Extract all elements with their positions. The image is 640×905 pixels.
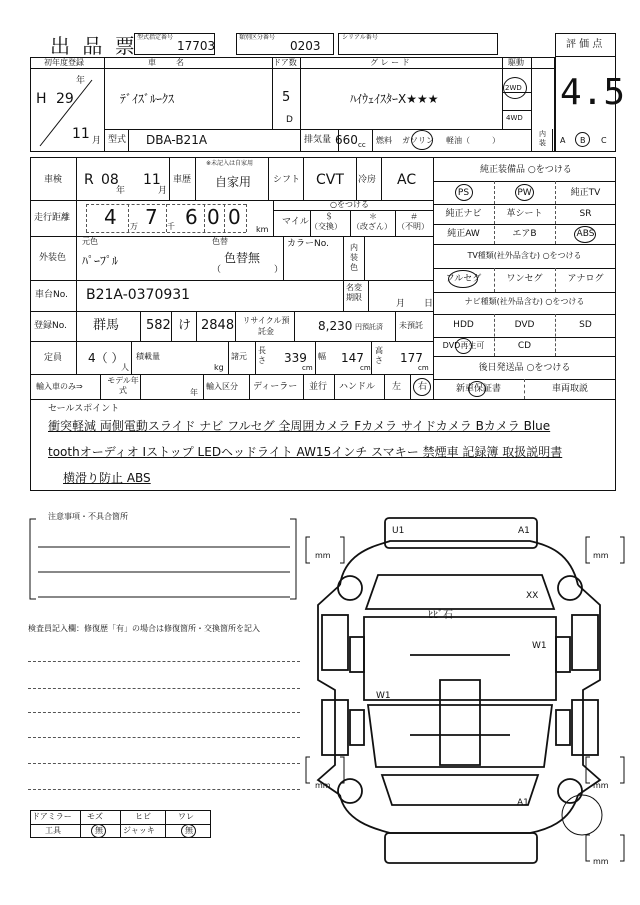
tv-type-title: TV種類(社外品含む) ○をつける: [467, 251, 582, 260]
equip-ps: PS: [457, 188, 470, 198]
after-warranty: 新車保証書: [455, 384, 501, 394]
shift-value: CVT: [316, 172, 344, 188]
sales-point-line1: 衝突軽減 両側電動スライド ナビ フルセグ 全周囲カメラ Fカメラ サイドカメラ Bカメラ Blue: [48, 419, 551, 433]
damage-a1-front: A1: [518, 526, 530, 536]
serial-label: シリアル番号: [342, 34, 378, 41]
damage-chip: ﾋﾋﾞ石: [428, 610, 453, 621]
car-name-label: 車 名: [148, 58, 190, 67]
capacity-value: 4（ ）: [88, 351, 124, 365]
first-reg-era: H: [36, 91, 47, 107]
length-value: 339: [284, 351, 307, 365]
mileage-1: 0: [228, 205, 241, 229]
doors-label: ドア数: [273, 58, 297, 67]
inspection-year: 08: [101, 172, 119, 188]
mm-label-br: mm: [593, 781, 609, 790]
equip-pw: PW: [517, 188, 532, 198]
sheet-title: 出 品 票: [50, 34, 138, 58]
damage-xx: XX: [526, 591, 539, 601]
drive-4wd: 4WD: [506, 114, 523, 122]
sales-point-label: セールスポイント: [48, 404, 120, 414]
after-ship-title: 後日発送品 ○をつける: [478, 363, 571, 373]
equip-leather: 革シート: [506, 209, 543, 219]
handle-left: 左: [392, 382, 402, 392]
navi-cd: CD: [517, 341, 532, 351]
chassis-value: B21A-0370931: [86, 287, 191, 303]
reg-kana: け: [178, 318, 192, 333]
equip-sr: SR: [579, 209, 592, 219]
car-name: ﾃﾞｲｽﾞﾙｰｸｽ: [120, 92, 175, 106]
sales-point-line2: toothオーディオ Iストップ LEDヘッドライト AW15インチ スマキー 禁煙車 記録簿 取扱説明書: [48, 445, 563, 459]
load-label: 積載量: [136, 352, 160, 361]
class-value: 0203: [290, 39, 321, 53]
name-change-label: 名変期限: [346, 283, 362, 302]
mirror-value: モズ: [87, 812, 103, 821]
disp-label: 排気量: [304, 135, 332, 145]
interior-b: B: [580, 136, 586, 145]
color-change: 色替無: [224, 251, 261, 265]
navi-hdd: HDD: [453, 320, 474, 330]
model-label: 型式: [108, 135, 127, 145]
jack-label: ジャッキ: [123, 826, 155, 835]
mileage-1000: 7: [145, 205, 158, 229]
damage-w1-left: W1: [376, 691, 391, 701]
tv-oneseg: ワンセグ: [506, 274, 543, 284]
equip-abs: ABS: [576, 229, 595, 239]
first-reg-year: 29: [56, 91, 74, 107]
interior-a: A: [560, 136, 566, 145]
handle-right: 右: [418, 382, 428, 392]
original-color: ﾊﾟｰﾌﾟﾙ: [82, 254, 119, 268]
drive-2wd: 2WD: [505, 84, 522, 92]
mileage-label: 走行距離: [34, 213, 71, 223]
mirror-label: ドアミラー: [32, 812, 72, 821]
recycle-value: 8,230: [318, 319, 353, 333]
mile-label: マイル: [282, 217, 309, 227]
grade-value: ﾊｲｳｪｲｽﾀｰX★★★: [350, 92, 439, 106]
damage-a1-rear: A1: [517, 798, 529, 808]
equip-airbag: エアB: [512, 229, 537, 239]
reg-class: 582: [146, 318, 171, 333]
ac-value: AC: [397, 172, 417, 188]
height-value: 177: [400, 351, 423, 365]
mileage-10000: 4: [104, 205, 117, 229]
first-reg-month: 11: [72, 126, 90, 142]
mm-label-bl: mm: [315, 781, 331, 790]
first-reg-label: 初年度登録: [44, 58, 84, 67]
dealer-option: ディーラー: [253, 382, 298, 392]
jack-value: 無: [185, 826, 193, 835]
diesel-label: 軽油（: [446, 136, 470, 145]
width-value: 147: [341, 351, 364, 365]
navi-type-title: ナビ種類(社外品含む) ○をつける: [464, 297, 585, 306]
navi-sd: SD: [579, 320, 592, 330]
score-label: 評 価 点: [566, 39, 603, 50]
inspector-label: 検査員記入欄：修復歴「有」の場合は修復箇所・交換箇所を記入: [28, 624, 260, 633]
model-value: DBA-B21A: [146, 133, 208, 147]
damage-u1: U1: [392, 526, 405, 536]
import-div-label: 輸入区分: [206, 382, 238, 391]
doors-value: 5: [282, 90, 291, 105]
shift-label: シフト: [273, 175, 301, 185]
reg-number: 2848: [201, 318, 235, 333]
ac-label: 冷房: [358, 175, 377, 185]
interior-c: C: [601, 136, 607, 145]
class-label: 類別区分番号: [239, 34, 276, 41]
after-manual: 車両取説: [551, 384, 588, 394]
history-value: 自家用: [215, 175, 252, 189]
inspection-label: 車検: [44, 175, 63, 185]
reg-label: 登録No.: [34, 321, 67, 331]
history-label: 車歴: [173, 175, 192, 185]
std-equipment-title: 純正装備品 ○をつける: [480, 165, 572, 175]
caution-box: [28, 512, 298, 605]
recycle-label: リサイクル預託金: [242, 316, 290, 336]
reg-area: 群馬: [93, 318, 120, 333]
navi-dvd: DVD: [514, 320, 535, 330]
capacity-label: 定員: [44, 353, 63, 363]
interior-label: 内装: [539, 130, 546, 147]
disp-value: 660: [335, 133, 358, 147]
mm-label-tr: mm: [593, 551, 609, 560]
mm-label-tl: mm: [315, 551, 331, 560]
tools-label: 工具: [45, 826, 61, 835]
inspection-month: 11: [143, 172, 161, 188]
type-cert-label: 型式指定番号: [137, 34, 174, 41]
drive-label: 駆動: [508, 58, 524, 67]
navi-dvd-play: DVD再生可: [442, 341, 485, 350]
interior-color-label: 内装色: [350, 243, 358, 272]
equip-navi: 純正ナビ: [445, 209, 482, 219]
grade-label: グ レ ー ド: [370, 58, 410, 67]
caution-label: 注意事項・不具合箇所: [48, 512, 128, 521]
car-damage-diagram: [300, 505, 640, 905]
parallel-option: 並行: [309, 382, 328, 392]
tv-fullseg: フルセグ: [445, 274, 482, 284]
tools-value: 無: [95, 826, 103, 835]
fuel-label: 燃料: [376, 136, 392, 145]
damage-w1-right: W1: [532, 641, 547, 651]
mm-label-tire: mm: [593, 857, 609, 866]
import-label: 輸入車のみ⇒: [36, 382, 83, 391]
color-no-label: カラーNo.: [287, 239, 329, 249]
type-cert-value: 17703: [177, 39, 216, 53]
mileage-100: 6: [185, 205, 198, 229]
sales-point-line3: 横滑り防止 ABS: [63, 471, 151, 485]
color-label: 外装色: [39, 253, 67, 263]
handle-label: ハンドル: [339, 382, 376, 392]
equip-tv: 純正TV: [570, 188, 601, 198]
fuel-value: ガソリン: [402, 136, 434, 145]
score-value: 4.5: [560, 72, 626, 113]
mileage-10: 0: [207, 205, 220, 229]
equip-aw: 純正AW: [447, 229, 480, 239]
chassis-label: 車台No.: [35, 290, 68, 300]
dimension-label: 諸元: [231, 352, 247, 361]
tv-analog: アナログ: [567, 274, 604, 284]
